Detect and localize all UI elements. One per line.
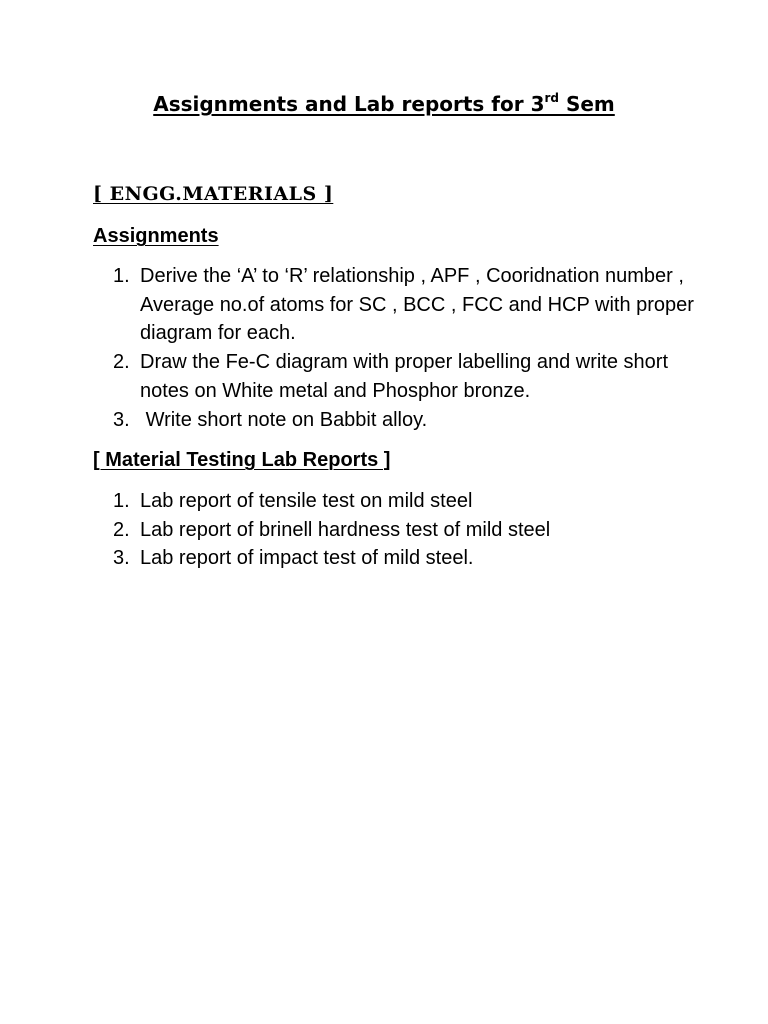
list-item-text: Lab report of tensile test on mild steel: [140, 490, 473, 512]
list-item-text: Write short note on Babbit alloy.: [140, 408, 428, 431]
title-main: Assignments and Lab reports for 3: [153, 92, 545, 116]
list-item: [113, 348, 703, 405]
assignments-list: [113, 262, 703, 434]
list-item-number: 3.: [113, 408, 130, 431]
list-item: [113, 544, 703, 573]
list-item-number: 1.: [113, 265, 130, 287]
subject-heading: [ ENGG.MATERIALS ]: [93, 183, 334, 205]
assignments-heading: Assignments: [93, 225, 219, 247]
list-item: [113, 487, 703, 516]
lab-reports-list: [113, 487, 703, 573]
list-item: [113, 516, 703, 545]
list-item-text: Draw the Fe-C diagram with proper labelling and write short notes on White metal and Phosphor bronze.: [140, 351, 669, 402]
title-superscript: rd: [544, 91, 559, 105]
page-title: [0, 90, 768, 118]
list-item-text: Derive the ‘A’ to ‘R’ relationship , APF , Cooridnation number , Average no.of atoms for SC , BCC , FCC and HCP with proper diagram for each.: [140, 265, 694, 345]
list-item-number: 1.: [113, 490, 130, 512]
list-item-number: 3.: [113, 547, 130, 570]
title-suffix: Sem: [559, 92, 615, 116]
list-item-number: 2.: [113, 351, 130, 374]
list-item: [113, 406, 703, 435]
list-item-text: Lab report of brinell hardness test of mild steel: [140, 518, 551, 541]
list-item-number: 2.: [113, 518, 130, 541]
list-item: [113, 262, 703, 348]
lab-reports-heading: [ Material Testing Lab Reports ]: [93, 449, 391, 471]
page-title-text: [153, 92, 615, 116]
list-item-text: Lab report of impact test of mild steel.: [140, 547, 474, 570]
